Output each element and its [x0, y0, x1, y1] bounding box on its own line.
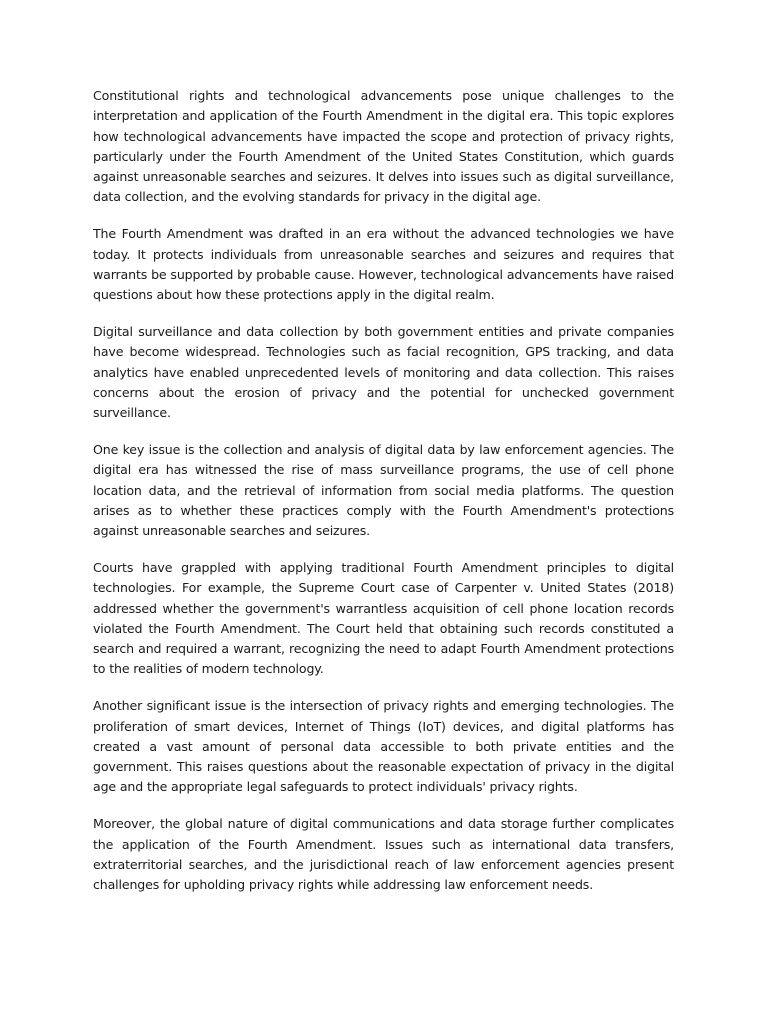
paragraph-1: Constitutional rights and technological advancements pose unique challenges to the interpretation and application of the Fourth Amendment in the digital era. This topic explores how technological advancements have impacted the scope and protection of privacy rights, particularly under the Fourth Amendment of the United States Constitution, which guards against unreasonable searches and seizures. It delves into issues such as digital surveillance, data collection, and the evolving standards for privacy in the digital age. — [93, 88, 674, 205]
document-body — [93, 86, 674, 912]
paragraph-7: Moreover, the global nature of digital communications and data storage further complicates the application of the Fourth Amendment. Issues such as international data transfers, extraterritorial searches, and the jurisdictional reach of law enforcement agencies present challenges for upholding privacy rights while addressing law enforcement needs. — [93, 816, 674, 893]
paragraph-6: Another significant issue is the intersection of privacy rights and emerging technologies. The proliferation of smart devices, Internet of Things (IoT) devices, and digital platforms has created a vast amount of personal data accessible to both private entities and the government. This raises questions about the reasonable expectation of privacy in the digital age and the appropriate legal safeguards to protect individuals' privacy rights. — [93, 698, 674, 795]
paragraph-5: Courts have grappled with applying traditional Fourth Amendment principles to digital technologies. For example, the Supreme Court case of Carpenter v. United States (2018) addressed whether the government's warrantless acquisition of cell phone location records violated the Fourth Amendment. The Court held that obtaining such records constituted a search and required a warrant, recognizing the need to adapt Fourth Amendment protections to the realities of modern technology. — [93, 559, 674, 677]
paragraph-2: The Fourth Amendment was drafted in an era without the advanced technologies we have today. It protects individuals from unreasonable searches and seizures and requires that warrants be supported by probable cause. However, technological advancements have raised questions about how these protections apply in the digital realm. — [93, 226, 674, 303]
paragraph-4: One key issue is the collection and analysis of digital data by law enforcement agencies. The digital era has witnessed the rise of mass surveillance programs, the use of cell phone location data, and the retrieval of information from social media platforms. The question arises as to whether these practices comply with the Fourth Amendment's protections against unreasonable searches and seizures. — [93, 441, 674, 539]
paragraph-3: Digital surveillance and data collection by both government entities and private companies have become widespread. Technologies such as facial recognition, GPS tracking, and data analytics have enabled unprecedented levels of monitoring and data collection. This raises concerns about the erosion of privacy and the potential for unchecked government surveillance. — [93, 323, 674, 421]
